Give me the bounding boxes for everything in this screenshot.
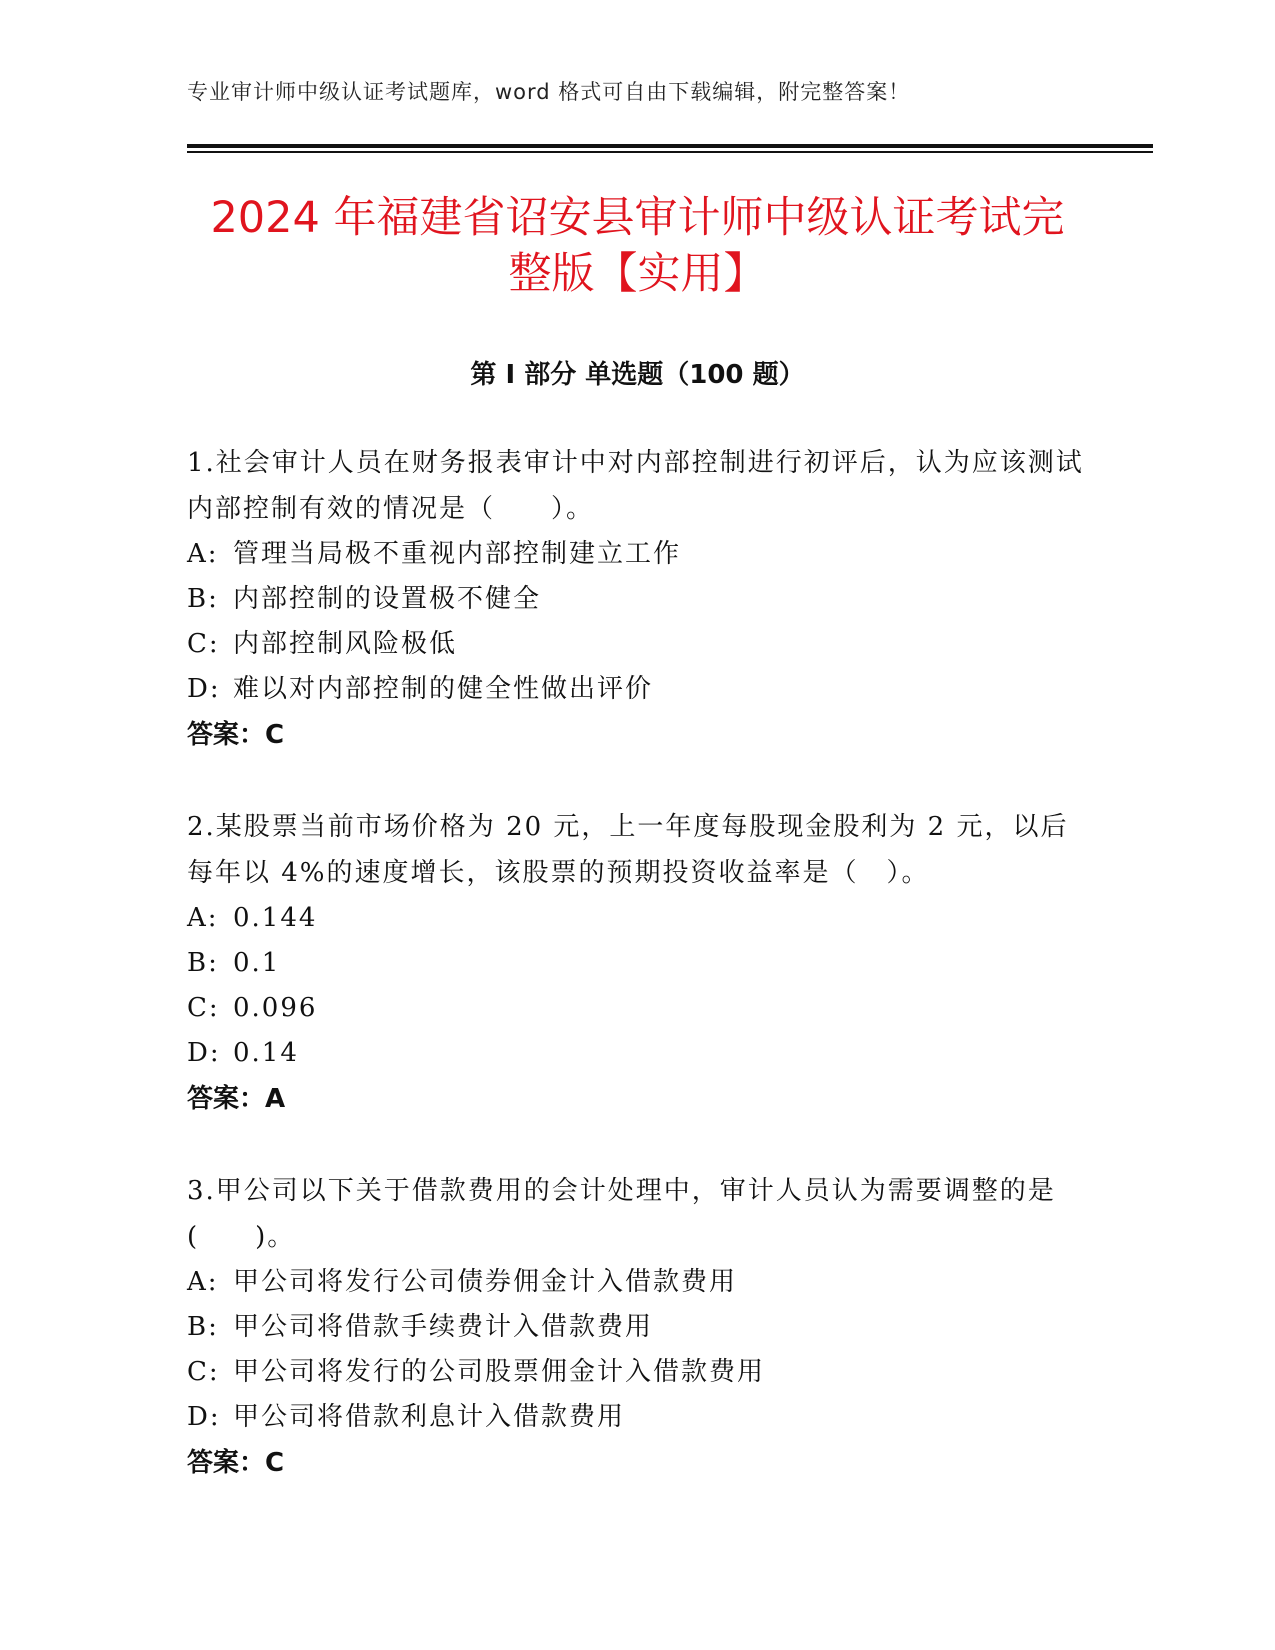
option-b xyxy=(187,941,1087,986)
answer: 答案：C xyxy=(187,720,285,750)
option-text: 内部控制风险极低 xyxy=(233,629,458,659)
option-label: B: xyxy=(187,1312,219,1342)
question-list xyxy=(187,440,1087,1532)
option-label: D: xyxy=(187,1402,221,1432)
question-stem: 1.社会审计人员在财务报表审计中对内部控制进行初评后，认为应该测试内部控制有效的情况是（ ）。 xyxy=(187,448,1084,524)
question-stem: 3.甲公司以下关于借款费用的会计处理中，审计人员认为需要调整的是( )。 xyxy=(187,1176,1056,1252)
question-2 xyxy=(187,804,1087,1122)
question-stem: 2.某股票当前市场价格为 20 元，上一年度每股现金股利为 2 元，以后每年以 4%的速度增长，该股票的预期投资收益率是（ ）。 xyxy=(187,812,1069,888)
option-label: D: xyxy=(187,1038,221,1068)
document-title xyxy=(150,190,1125,302)
answer: 答案：A xyxy=(187,1084,286,1114)
question-1 xyxy=(187,440,1087,758)
option-label: B: xyxy=(187,948,219,978)
option-a xyxy=(187,896,1087,941)
page-header: 专业审计师中级认证考试题库，word 格式可自由下载编辑，附完整答案！ xyxy=(187,80,911,104)
option-label: D: xyxy=(187,674,221,704)
option-text: 0.096 xyxy=(233,993,318,1023)
option-d xyxy=(187,667,1087,712)
option-c xyxy=(187,986,1087,1031)
option-text: 0.1 xyxy=(233,948,281,978)
question-3 xyxy=(187,1168,1087,1486)
option-label: C: xyxy=(187,993,220,1023)
option-label: A: xyxy=(187,903,219,933)
option-c xyxy=(187,622,1087,667)
option-d xyxy=(187,1395,1087,1440)
option-label: C: xyxy=(187,1357,220,1387)
header-rule-thick xyxy=(187,144,1153,148)
option-text: 甲公司将发行的公司股票佣金计入借款费用 xyxy=(233,1357,766,1387)
answer: 答案：C xyxy=(187,1448,285,1478)
option-text: 管理当局极不重视内部控制建立工作 xyxy=(233,539,682,569)
option-b xyxy=(187,577,1087,622)
option-text: 0.14 xyxy=(233,1038,299,1068)
option-b xyxy=(187,1305,1087,1350)
option-d xyxy=(187,1031,1087,1076)
option-a xyxy=(187,532,1087,577)
title-line-1: 2024 年福建省诏安县审计师中级认证考试完 xyxy=(210,193,1065,243)
option-text: 甲公司将借款手续费计入借款费用 xyxy=(233,1312,654,1342)
option-label: A: xyxy=(187,1267,219,1297)
option-label: A: xyxy=(187,539,219,569)
option-text: 甲公司将发行公司债券佣金计入借款费用 xyxy=(233,1267,738,1297)
option-text: 难以对内部控制的健全性做出评价 xyxy=(233,674,654,704)
option-label: B: xyxy=(187,584,219,614)
option-label: C: xyxy=(187,629,220,659)
header-rule-thin xyxy=(187,151,1153,153)
option-c xyxy=(187,1350,1087,1395)
option-a xyxy=(187,1260,1087,1305)
option-text: 0.144 xyxy=(233,903,318,933)
option-text: 内部控制的设置极不健全 xyxy=(233,584,542,614)
option-text: 甲公司将借款利息计入借款费用 xyxy=(233,1402,626,1432)
section-title: 第 I 部分 单选题（100 题） xyxy=(470,360,805,390)
title-line-2: 整版【实用】 xyxy=(508,249,767,299)
